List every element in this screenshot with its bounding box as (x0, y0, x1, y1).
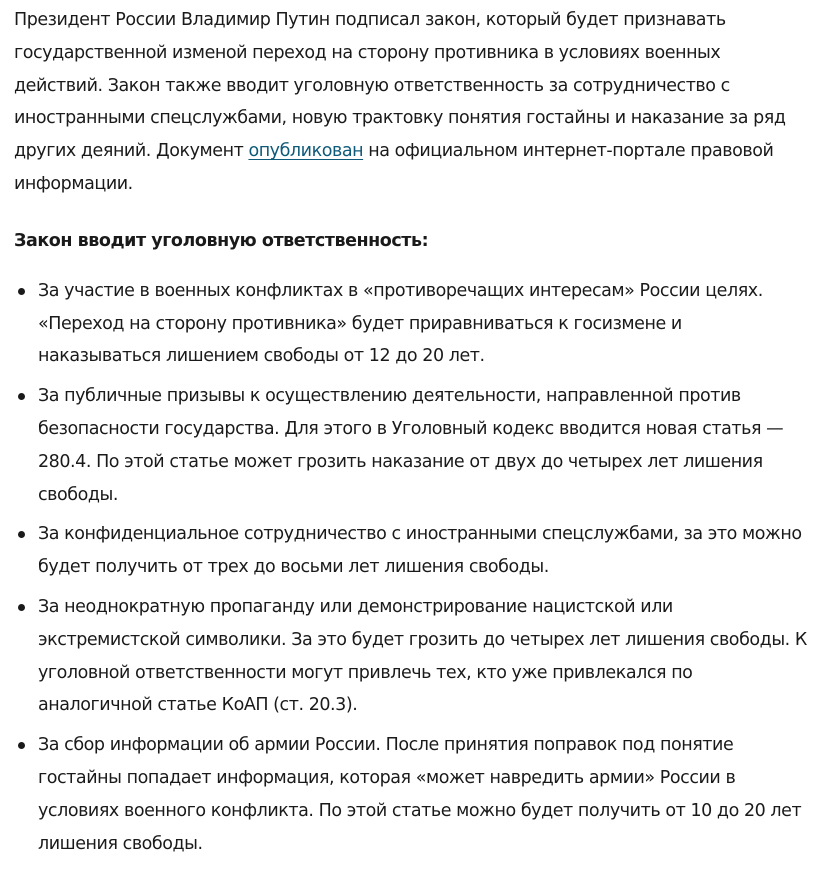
intro-text-after-link: на официальном интернет-портале правовой информации. (14, 141, 774, 194)
bullet-icon (18, 604, 25, 611)
bullet-icon (18, 531, 25, 538)
published-link[interactable]: опубликован (248, 141, 364, 162)
list-item (14, 380, 808, 511)
list-item (14, 729, 808, 860)
list-item (14, 275, 808, 373)
intro-text-before-link: Президент России Владимир Путин подписал закон, который будет признавать государственной изменой переход на сторону противника в условиях военных действий. Закон также вводит уголовную ответственность за сотрудничество с иностранными спецслужбами, новую трактовку понятия гостайны и наказание за ряд других деяний. Документ (14, 10, 786, 162)
list-item (14, 518, 808, 584)
list-item-text: За публичные призывы к осуществлению деятельности, направленной против безопасности государства. Для этого в Уголовный кодекс вводится новая статья — 280.4. По этой статье может грозить наказание от двух до четырех лет лишения свободы. (38, 386, 784, 505)
bullet-icon (18, 393, 25, 400)
list-item-text: За неоднократную пропаганду или демонстрирование нацистской или экстремистской символики. За это будет грозить до четырех лет лишения свободы. К уголовной ответственности могут привлечь тех, кто уже привлекался по аналогичной статье КоАП (ст. 20.3). (38, 596, 807, 716)
bullet-icon (18, 742, 25, 749)
liability-list (14, 275, 821, 861)
list-item-text: За участие в военных конфликтах в «противоречащих интересам» России целях. «Переход на сторону противника» будет приравниваться к госизмене и наказываться лишением свободы от 12 до 20 лет. (38, 280, 763, 367)
list-item-text: За сбор информации об армии России. После принятия поправок под понятие гостайны попадает информация, которая «может навредить армии» России в условиях военного конфликта. По этой статье можно будет получить от 10 до 20 лет лишения свободы. (38, 735, 802, 854)
intro-paragraph (14, 0, 804, 201)
section-heading: Закон вводит уголовную ответственность: (14, 230, 429, 251)
bullet-icon (18, 288, 25, 295)
list-item-text: За конфиденциальное сотрудничество с иностранными спецслужбами, за это можно будет получить от трех до восьми лет лишения свободы. (38, 524, 802, 578)
list-item (14, 591, 808, 722)
